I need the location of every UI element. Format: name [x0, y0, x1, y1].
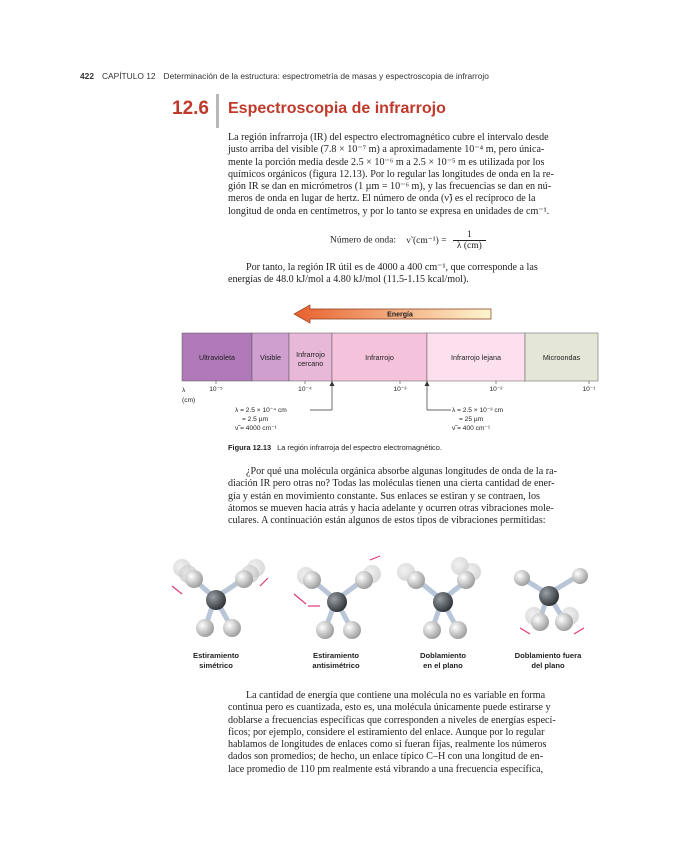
- formula-numerator: 1: [453, 230, 486, 241]
- region-label-near-infrared-line: Infrarrojo: [296, 350, 325, 359]
- region-label-ultraviolet: Ultravioleta: [199, 353, 235, 362]
- text-line: La cantidad de energía que contiene una molécula no es variable en forma: [246, 690, 546, 701]
- text-line: doblarse a frecuencias específicas que corresponden a niveles de energías especí-: [228, 714, 556, 726]
- molecule-antisymmetric-stretch: [294, 556, 381, 639]
- text-line: gía y están en movimiento constante. Sus enlaces se estiran y se contraen, los: [228, 490, 540, 502]
- formula-fraction: [453, 230, 486, 251]
- text-line: mente la porción media desde 2.5 × 10⁻⁶ m a 2.5 × 10⁻⁵ m es utilizada por los: [228, 156, 545, 168]
- text-line: Por tanto, la región IR útil es de 4000 a 400 cm⁻¹, que corresponde a las: [246, 262, 538, 273]
- vibration-label-antisymmetric-stretch: [286, 651, 386, 671]
- text-line: dados son promedios; de hecho, un enlace típico C–H con una longitud de en-: [228, 751, 544, 763]
- axis-tick-label: 10⁻²: [489, 386, 503, 393]
- text-line: continua pero es cuantizada, esto es, una molécula únicamente puede estirarse y: [228, 702, 551, 714]
- marker-right-line: ν̃ = 400 cm⁻¹: [452, 425, 491, 432]
- axis-tick-label: 10⁻⁵: [209, 386, 223, 393]
- text-line: hablamos de longitudes de enlaces como si fueran fijas, realmente los números: [228, 739, 547, 751]
- running-header: [80, 71, 489, 81]
- section-title: Espectroscopia de infrarrojo: [228, 100, 446, 117]
- formula-lhs: ν̃ (cm⁻¹) =: [406, 235, 447, 246]
- vibration-label-line: del plano: [531, 661, 565, 670]
- axis-tick-label: 10⁻³: [393, 386, 407, 393]
- molecule-in-plane-bend: [397, 557, 481, 639]
- spectrum-band: [182, 333, 598, 381]
- vibration-label-line: antisimétrico: [312, 661, 360, 670]
- region-label-near-infrared: [296, 350, 325, 368]
- vibration-label-line: Estiramiento: [313, 651, 359, 660]
- text-line: justo arriba del visible (7.8 × 10⁻⁷ m) a aproximadamente 10⁻⁴ m, pero única-: [228, 144, 545, 156]
- axis-tick-label: 10⁻¹: [582, 386, 596, 393]
- vibration-label-line: Estiramiento: [193, 651, 239, 660]
- vibration-label-line: en el plano: [423, 661, 463, 670]
- vibration-modes-illustration: [160, 548, 610, 648]
- formula-denominator: λ (cm): [456, 241, 482, 251]
- vibration-label-out-of-plane-bend: [498, 651, 598, 671]
- paragraph-ir-range: [228, 262, 599, 287]
- text-line: energías de 48.0 kJ/mol a 4.80 kJ/mol (11.5-1.15 kcal/mol).: [228, 274, 469, 286]
- region-label-near-infrared-line: cercano: [297, 359, 324, 368]
- text-line: ¿Por qué una molécula orgánica absorbe algunas longitudes de onda de la ra-: [246, 466, 557, 477]
- molecule-symmetric-stretch: [172, 559, 268, 637]
- marker-right-line: λ = 2.5 × 10⁻³ cm: [452, 407, 504, 414]
- text-line: longitud de onda en centímetros, y por lo tanto se expresa en unidades de cm⁻¹.: [228, 205, 550, 217]
- axis-unit: (cm): [182, 397, 196, 404]
- axis-symbol: λ: [182, 387, 186, 394]
- paragraph-quantized-energy: [228, 690, 599, 776]
- region-label-visible: Visible: [259, 353, 282, 362]
- marker-left-line: ν̃ = 4000 cm⁻¹: [235, 425, 277, 432]
- marker-right-line: = 25 µm: [459, 416, 484, 423]
- section-number: 12.6: [172, 98, 209, 119]
- text-line: lace promedio de 110 pm realmente está vibrando a una frecuencia específica,: [228, 763, 544, 775]
- paragraph-vibrations-intro: [228, 466, 599, 527]
- region-label-microwave: Microondas: [542, 353, 581, 362]
- vibration-label-in-plane-bend: [393, 651, 493, 671]
- vibration-label-line: Doblamiento fuera: [514, 651, 582, 660]
- text-line: culares. A continuación están algunos de estos tipos de vibraciones permitidas:: [228, 515, 546, 527]
- page-number: 422: [80, 71, 94, 81]
- figure-caption: [228, 443, 442, 452]
- text-line: gión IR se dan en micrómetros (1 µm = 10⁻⁶ m), y las frecuencias se dan en nú-: [228, 181, 552, 193]
- wavelength-axis: [182, 381, 596, 404]
- ir-boundary-left: [235, 381, 335, 432]
- chapter-label: CAPÍTULO 12: [101, 71, 156, 81]
- molecule-out-of-plane-bend: [514, 568, 588, 634]
- paragraph-ir-intro: [228, 132, 599, 218]
- axis-tick-label: 10⁻⁴: [298, 386, 312, 393]
- wavenumber-formula: [330, 230, 486, 251]
- section-divider: [216, 94, 219, 128]
- region-label-infrared: Infrarrojo: [365, 353, 394, 362]
- marker-left-line: = 2.5 µm: [242, 416, 268, 423]
- text-line: diación IR pero otras no? Todas las moléculas tienen una cierta cantidad de ener-: [228, 478, 555, 490]
- text-line: ficos; por ejemplo, considere el estiramiento del enlace. Aunque por lo regular: [228, 726, 545, 738]
- figure-caption-text: La región infrarroja del espectro electromagnético.: [277, 443, 442, 452]
- formula-label: Número de onda:: [330, 235, 396, 246]
- energy-arrow: [294, 305, 491, 323]
- em-spectrum-figure: [178, 300, 603, 440]
- energy-label: Energía: [387, 311, 413, 319]
- vibration-label-line: simétrico: [199, 661, 233, 670]
- vibration-label-symmetric-stretch: [166, 651, 266, 671]
- chapter-title: Determinación de la estructura: espectrometría de masas y espectroscopia de infrarrojo: [163, 71, 489, 81]
- region-label-far-infrared: Infrarrojo lejana: [451, 353, 501, 362]
- marker-left-line: λ = 2.5 × 10⁻⁴ cm: [235, 407, 287, 414]
- text-line: átomos se mueven hacia atrás y hacia adelante y ocurren otras vibraciones mole-: [228, 502, 554, 514]
- text-line: meros de onda en lugar de hertz. El número de onda (ν̃) es el recíproco de la: [228, 193, 536, 205]
- text-line: La región infrarroja (IR) del espectro electromagnético cubre el intervalo desde: [228, 132, 549, 143]
- text-line: químicos orgánicos (figura 12.13). Por lo regular las longitudes de onda en la re-: [228, 168, 554, 180]
- vibration-label-line: Doblamiento: [420, 651, 466, 660]
- figure-caption-label: Figura 12.13: [228, 443, 272, 452]
